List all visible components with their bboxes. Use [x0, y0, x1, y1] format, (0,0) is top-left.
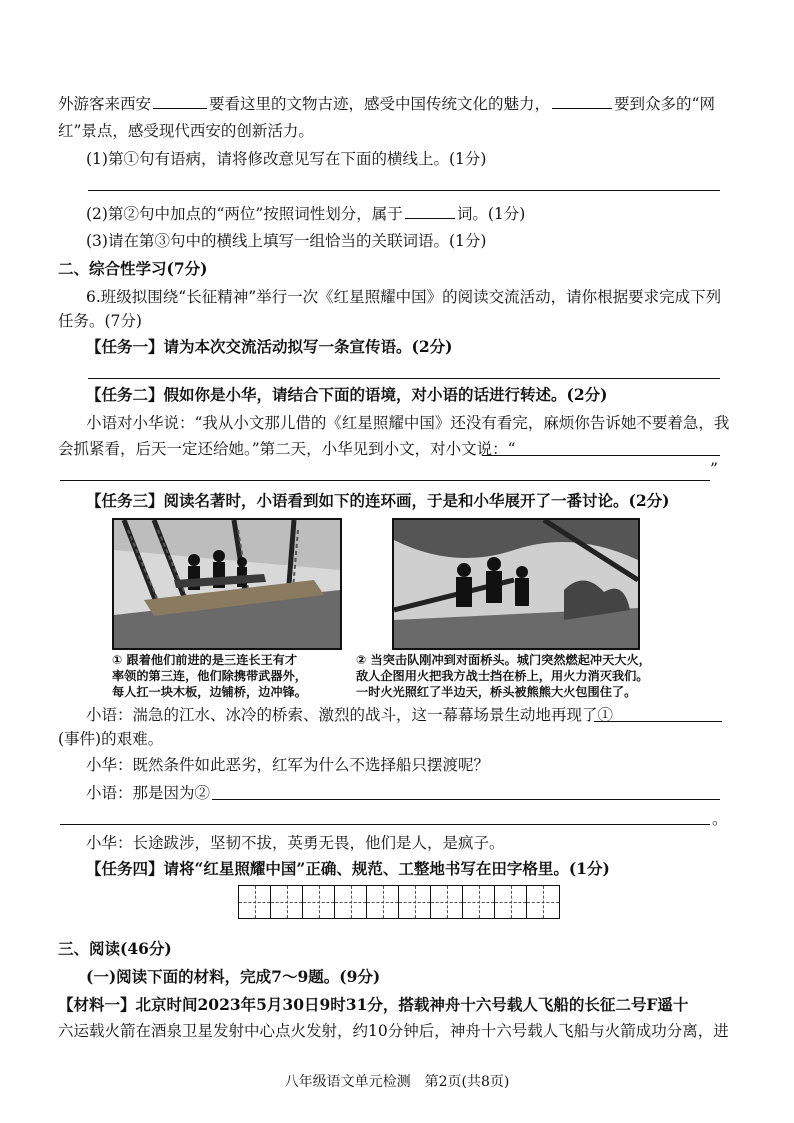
grid-cell[interactable] [271, 886, 303, 918]
section2-heading: 二、综合性学习(7分) [58, 259, 208, 278]
material1-text: 【材料一】北京时间2023年5月30日9时31分，搭载神舟十六号载人飞船的长征二号F遥十 [58, 995, 689, 1014]
tianzige-grid[interactable] [238, 885, 560, 919]
closing-quote: ” [710, 460, 718, 478]
grid-cell[interactable] [303, 886, 335, 918]
q5-part1: (1)第①句有语病，请将修改意见写在下面的横线上。(1分) [86, 150, 487, 168]
intro-text-a: 外游客来西安 [58, 95, 152, 113]
q5-part2-text-a: (2)第②句中加点的“两位”按照词性划分，属于 [86, 205, 403, 223]
grid-cell[interactable] [367, 886, 399, 918]
q5-part3: (3)请在第③句中的横线上填写一组恰当的关联词语。(1分) [86, 232, 487, 250]
material1-line-2: 六运载火箭在酒泉卫星发射中心点火发射，约10分钟后，神舟十六号载人飞船与火箭成功分离，进 [58, 1022, 729, 1040]
period-mark: 。 [712, 810, 728, 828]
comic-bridge-chains-illustration [114, 520, 340, 648]
task2-prompt: 【任务二】假如你是小华，请结合下面的语境，对小语的话进行转述。(2分) [86, 385, 608, 404]
task4-prompt: 【任务四】请将“红星照耀中国”正确、规范、工整地书写在田字格里。(1分) [86, 859, 610, 878]
dialogue-xiaoyu-2: 小语：那是因为② [86, 784, 211, 802]
comic-panel-2 [392, 518, 640, 650]
dialogue-xiaoyu-1: 小语：湍急的江水、冰冷的桥索、激烈的战斗，这一幕幕场景生动地再现了① [86, 706, 614, 724]
task2-context-1: 小语对小华说：“我从小文那儿借的《红星照耀中国》还没有看完，麻烦你告诉她不要着急，我 [86, 414, 730, 432]
task2-context-2 [58, 438, 728, 460]
answer-blank[interactable] [552, 92, 612, 109]
intro-line-1 [58, 92, 728, 115]
task2-context-2-text: 会抓紧看，后天一定还给她。”第二天，小华见到小文，对小文说：“ [58, 440, 516, 458]
answer-line[interactable] [482, 455, 720, 456]
comic-fire-battle-illustration [394, 520, 638, 648]
grid-cell[interactable] [463, 886, 495, 918]
answer-line[interactable] [594, 721, 722, 722]
section3-heading: 三、阅读(46分) [58, 939, 172, 958]
grid-cell[interactable] [527, 886, 559, 918]
answer-blank[interactable] [153, 92, 207, 109]
intro-text-c: 要到众多的“网 [614, 95, 715, 113]
caption-1-line: 率领的第三连，他们除携带武器外， [112, 669, 307, 683]
grid-cell[interactable] [239, 886, 271, 918]
intro-text-b: 要看这里的文物古迹，感受中国传统文化的魅力， [209, 95, 551, 113]
caption-1-line: 每人扛一块木板，边铺桥，边冲锋。 [112, 685, 307, 699]
grid-cell[interactable] [431, 886, 463, 918]
grid-cell[interactable] [335, 886, 367, 918]
caption-2-line: 一时火光照红了半边天，桥头被熊熊大火包围住了。 [356, 685, 637, 699]
q6-line-1: 6.班级拟围绕“长征精神”举行一次《红星照耀中国》的阅读交流活动，请你根据要求完成下列 [86, 288, 722, 306]
answer-blank[interactable] [405, 202, 455, 219]
section3-sub1: (一)阅读下面的材料，完成7～9题。(9分) [86, 967, 381, 986]
comic-panel-1 [112, 518, 342, 650]
intro-line-2: 红”景点，感受现代西安的创新活力。 [58, 122, 314, 140]
answer-line[interactable] [60, 480, 710, 481]
answer-line[interactable] [88, 190, 720, 191]
comic-caption-1 [112, 652, 307, 700]
q6-line-2: 任务。(7分) [58, 312, 142, 330]
caption-1-line: ① 跟着他们前进的是三连长王有才 [112, 653, 298, 667]
grid-cell[interactable] [495, 886, 527, 918]
comic-caption-2 [356, 652, 651, 700]
caption-2-line: ② 当突击队刚冲到对面桥头。城门突然燃起冲天大火， [356, 653, 651, 667]
q5-part2 [86, 202, 728, 225]
answer-line[interactable] [60, 824, 710, 825]
caption-2-line: 敌人企图用火把我方战士挡在桥上，用火力消灭我们。 [356, 669, 649, 683]
task3-prompt: 【任务三】阅读名著时，小语看到如下的连环画，于是和小华展开了一番讨论。(2分) [86, 491, 670, 510]
dialogue-xiaohua-2: 小华：长途跋涉，坚韧不拔，英勇无畏，他们是人，是疯子。 [86, 834, 505, 852]
grid-cell[interactable] [399, 886, 431, 918]
task1-prompt: 【任务一】请为本次交流活动拟写一条宣传语。(2分) [86, 337, 453, 356]
q5-part2-text-b: 词。(1分) [456, 205, 526, 223]
dialogue-xiaoyu-1-cont: (事件)的艰难。 [58, 730, 164, 748]
material1-line-1 [58, 994, 728, 1016]
dialogue-xiaohua-1: 小华：既然条件如此恶劣，红军为什么不选择船只摆渡呢？ [86, 756, 490, 774]
page-footer: 八年级语文单元检测 第2页(共8页) [284, 1074, 510, 1090]
answer-line[interactable] [212, 799, 720, 800]
answer-line[interactable] [88, 378, 720, 379]
